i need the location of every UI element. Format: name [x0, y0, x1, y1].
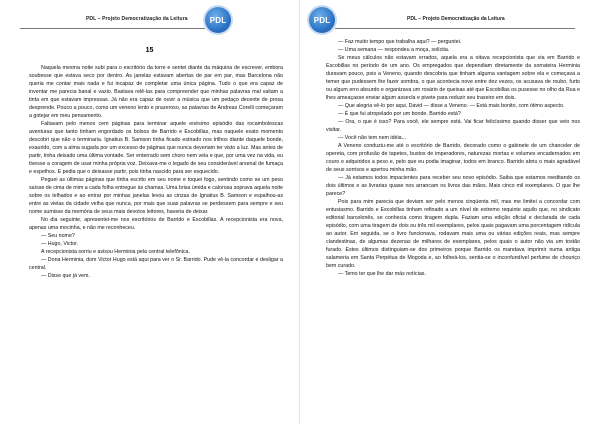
paragraph: Se meus cálculos não estavam errados, aquela era a oitava recepcionista que via em Barrido e Escobillas no período de um ano. Os empregados que dependiam diretamente da sorrateira Herminia duravam pouco, pois a Veneno, quando descobria que tinham alguma vantagem sobre ela e começava a temer que pudessem lhe fazer sombra, o que acontecia nove entre dez vezes, os acusava de roubo, furto ou algum erro absurdo e organizava um rosário de queixas até que Escobillas os pusesse no olho da Rua e lhes ameaçasse enviar algum assecla e pivete para reduzir seu traseiro em dois. [326, 55, 580, 101]
dialog-line: — Você não tem nem idéia... [338, 135, 407, 141]
left-header-rule [20, 28, 205, 29]
left-page-body [29, 64, 283, 280]
right-page-header [300, 7, 600, 37]
right-header-text: PDL – Projeto Democratização da Leitura [407, 16, 505, 22]
right-page-body [326, 38, 580, 278]
paragraph: A Veneno conduziu-me até o escritório de Barrido, decorado como o gabinete de um chanceler de opereta, com profusão de tapetes, bustos de imperadores, naturezas mortas e volumes encadernados em couro e adquiridos a peso e, pelo que eu podia imaginar, todos em branco. Barrido abriu o mais agradável de seus sorrisos e apertou minha mão. [326, 143, 580, 173]
pdl-logo-icon: PDL [205, 7, 231, 33]
page-number: 15 [145, 47, 154, 54]
paragraph: Pois para mim parecia que deviam ser pelo menos cinqüenta mil, mas me limitei a concordar com entusiasmo. Barrido e Escobillas tinham refinado a um nível de extremo requinte aquilo que, no sindicato editorial barcelonês, se conhecia como tiragem dupla. Faziam uma edição oficial e declarada de cada episódio, com uma tiragem de dois ou três mil exemplares, pelos quais pagavam uma porcentagem ridícula ao autor. Em seguida, se o livro funcionava, rodavam mais uma ou várias edições reais, mas sempre clandestinas, de algumas dezenas de milhares de exemplares, pelos quais o autor não via um tostão furado. Estes últimos distinguiam-se dos primeiros porque Barrido os mandava imprimir numa antiga salameria em Santa Perpétua de Mogoda e, ao folheá-los, sentia-se o inconfundível perfume de chouriço bem curado. [326, 199, 580, 269]
dialog-line: — Temo ter que lhe dar más notícias. [338, 271, 426, 277]
paragraph: A recepcionista sorriu e avisou Herminia pela central telefônica. [41, 249, 190, 255]
right-page [300, 0, 600, 424]
dialog-line: — É que fui atropelado por um bonde. Barrido está? [338, 111, 461, 117]
dialog-line: — Que alegria vê-lo por aqui, David — disse a Veneno. — Está mais bonito, com ótimo aspecto. [338, 103, 565, 109]
right-header-rule [335, 28, 575, 29]
dialog-line: — Uma semana — respondeu a moça, solícita. [338, 47, 450, 53]
dialog-line: — Hugo, Victor. [41, 241, 78, 247]
dialog-line: — Ora, o que é isso? Para você, ele sempre está. Vai ficar felicíssimo quando disser que veio nos visitar. [326, 119, 580, 133]
pdl-logo-icon: PDL [309, 7, 335, 33]
paragraph: No dia seguinte, apresentei-me nos escritórios de Barrido e Escobillas. A recepcionista era nova, apenas uma mocinha, e não me reconheceu. [29, 217, 283, 231]
paragraph: Faltavam pelo menos cem páginas para terminar aquele enésimo episódio das rocambolescas aventuras que tanto tinham engordado os bolsos de Barrido e Escobillas, mas naquele exato momento descobri que não o terminaria. Ignatius B. Samson tinha ficado estirado nos trilhos diante daquele bonde, exaurido, com a alma sugada por um excesso de páginas que nunca deveriam ter visto a luz. Mas antes de partir, tinha deixado uma última vontade. Ser enterrado sem choro nem vela e que, por uma vez na vida, eu tivesse a coragem de usar minha própria voz. Deixava-me o legado de seu considerável arsenal de fumaça e espelhos. E pedia que o deixasse partir, pois tinha nascido para ser esquecido. [29, 121, 283, 175]
dialog-line: — Dona Herminia, dom Victor Hugo está aqui para ver o Sr. Barrido. Pude vê-la concordar e desligar a central. [29, 257, 283, 271]
dialog-line: — Já estamos todos impacientes para receber seu novo episódio. Saiba que estamos reeditando os dois últimos e as livrarias quase nos arrancam os livros das mãos. Mais cinco mil exemplares. O que lhe parece? [326, 175, 580, 197]
left-page-header [0, 7, 299, 37]
dialog-line: — Seu nome? [41, 233, 75, 239]
paragraph: Naquela mesma noite subi para o escritório da torre e sentei diante da máquina de escrever, embora soubesse que estava seco por dentro. As janelas estavam abertas de par em par, mas Barcelona não queria me contar mais nada e fui incapaz de completar uma única página. Tudo o que era capaz de inventar me parecia banal e vazio. Bastava relê-las para compreender que minhas palavras mal valiam a tinta em que estavam impressas. Já não era capaz de ouvir a música que um pedaço decente de prosa desprende. Pouco a pouco, como um veneno lento e prazeroso, as palavras de Andreas Corelli começaram a gotejar em meu pensamento. [29, 65, 283, 119]
dialog-line: — Disse que já vem. [41, 273, 90, 279]
dialog-line: — Faz muito tempo que trabalha aqui? — perguntei. [338, 39, 462, 45]
left-header-text: PDL – Projeto Democratização da Leitura [86, 16, 188, 22]
paragraph: Peguei as últimas páginas que tinha escrito em seu nome e toquei fogo, sentindo como se um peso saísse de cima de mim a cada folha entregue às chamas. Uma brisa úmida e calorosa soprava aquela noite sobre os telhados e ao entrar por minhas janelas levou as cinzas de Ignatius B. Samson e espalhou-as entre as vielas da cidade velha que nunca, por mais que suas palavras se perdessem para sempre e seu nome sumisse da memória de seus mais devotos leitores, haveria de deixar. [29, 177, 283, 215]
